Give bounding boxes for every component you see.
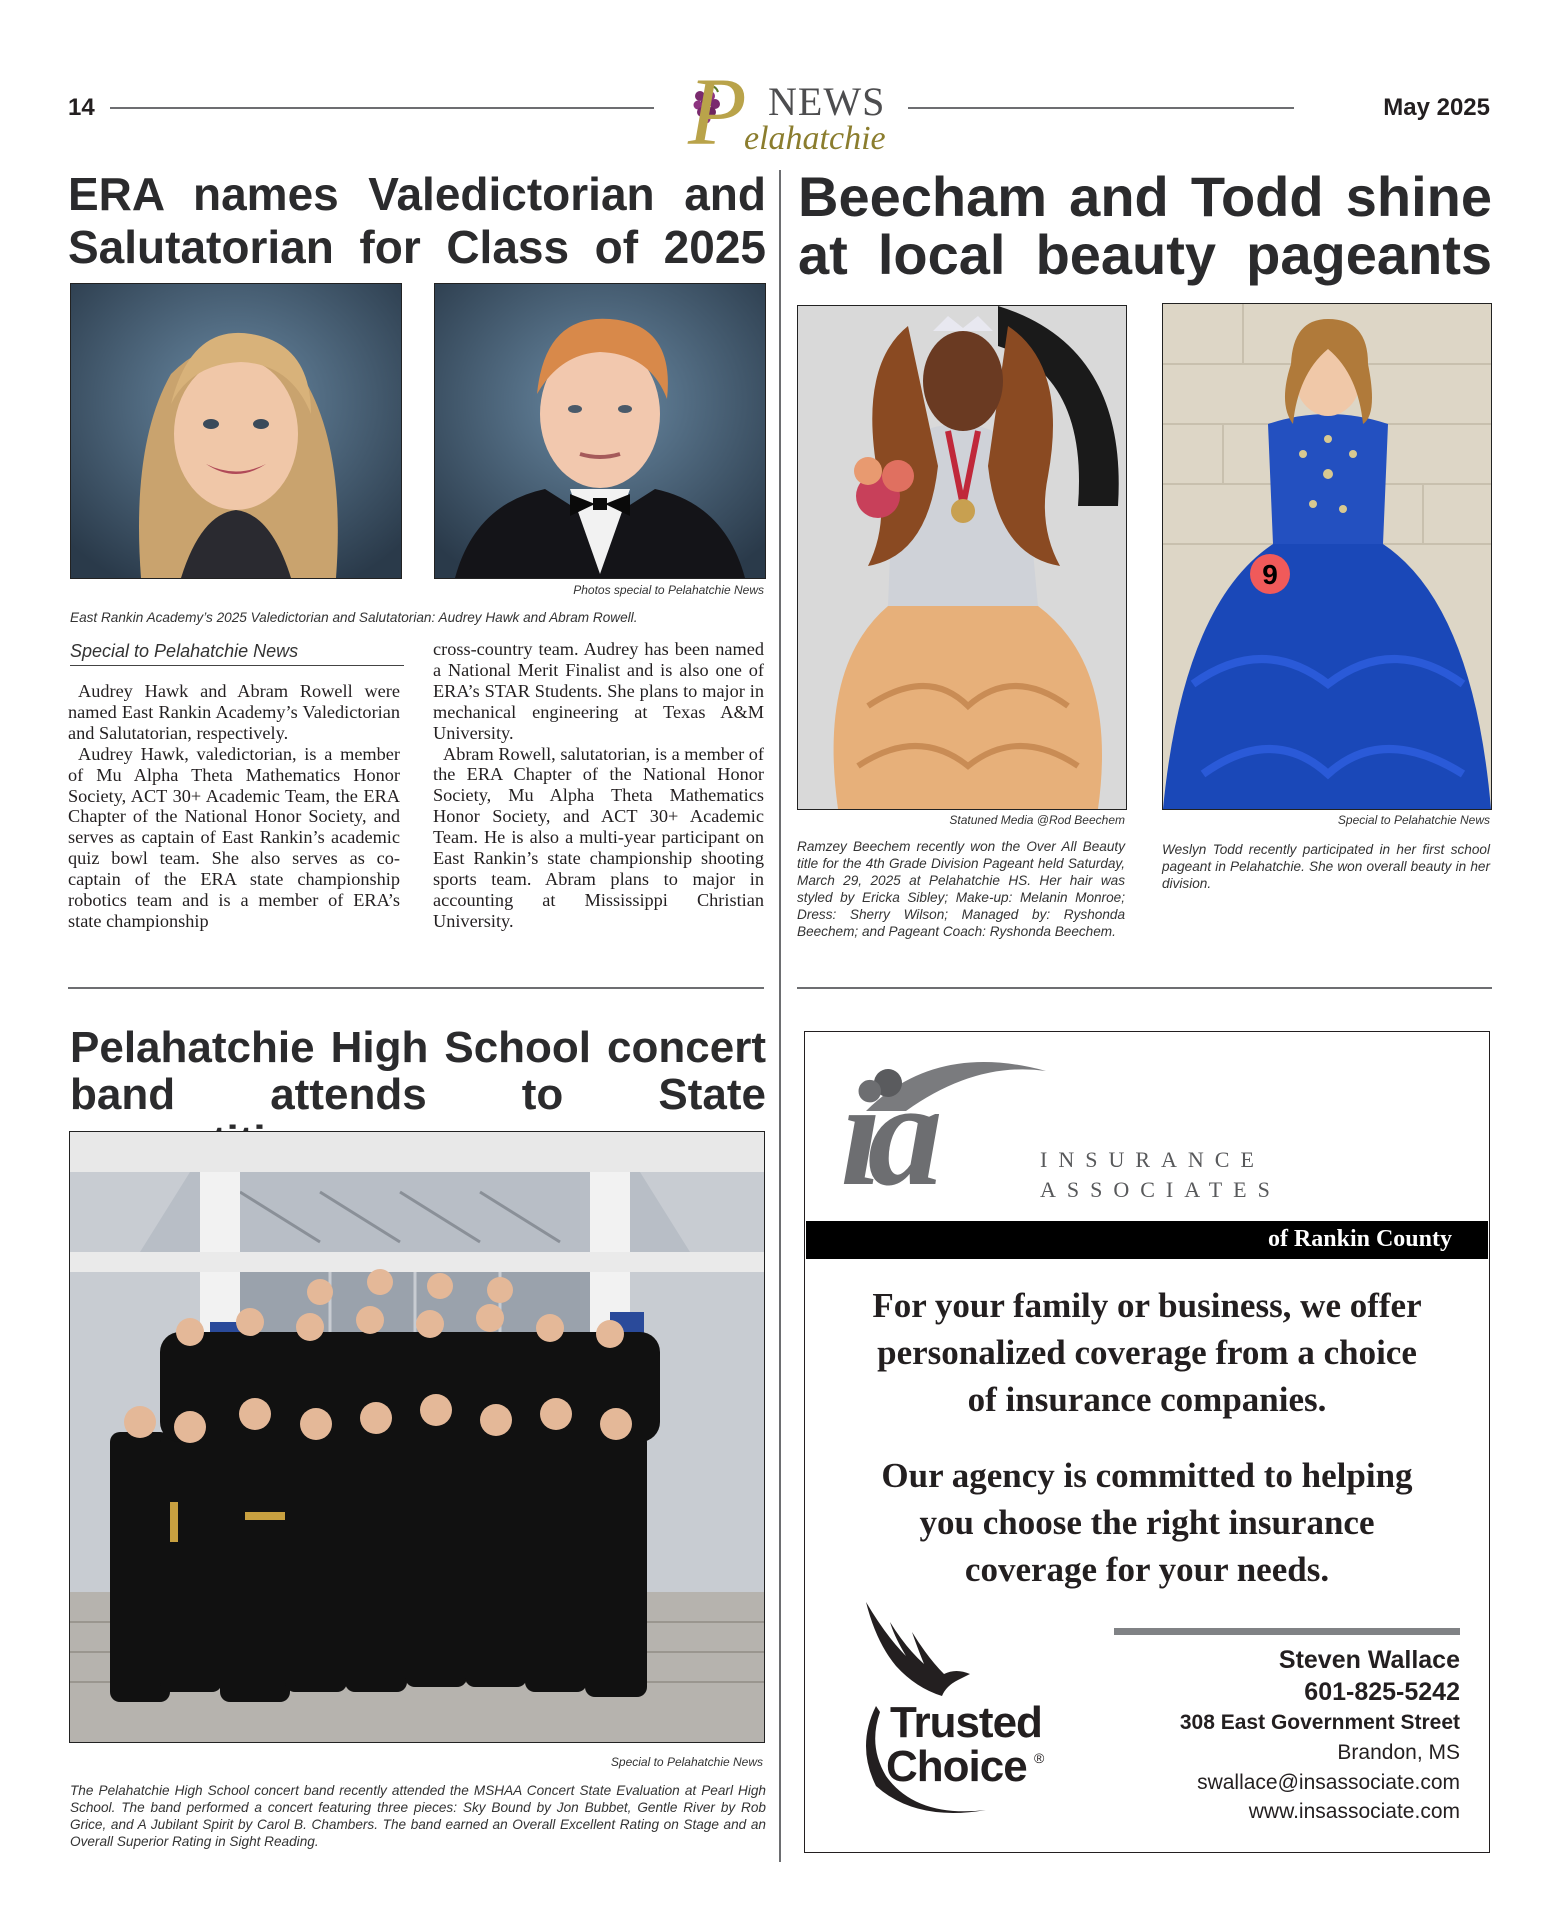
trusted-choice-logo — [846, 1596, 1076, 1826]
ad-offer-line: personalized coverage from a choice — [877, 1333, 1417, 1372]
page-number: 14 — [68, 94, 95, 121]
article1-headline: ERA names Valedictorian and Salutatorian for Class of 2025 — [68, 168, 766, 273]
ad-commitment-line: you choose the right insurance — [919, 1503, 1375, 1542]
ad-band-text: of Rankin County — [1267, 1226, 1452, 1252]
article1-paragraph: Abram Rowell, salutatorian, is a member of the ERA Chapter of the National Honor Society, Mu Alpha Theta Mathematics Honor Society, and ACT 30+ Academic Team. He is also a multi-year participant on East Rankin’s state championship shooting sports team. Abram plans to major in accounting at Mississippi Christian University. — [433, 743, 764, 931]
article2-photo1-caption: Ramzey Beechem recently won the Over All Beauty title for the 4th Grade Division Pageant held Saturday, March 29, 2025 at Pelahatchie HS. Her hair was styled by Ericka Sibley; Make-up: Melanin Monroe; Dress: Sherry Wilson; Managed by: Ryshonda Beechem; and Pageant Coach: Ryshonda Beechem. — [797, 839, 1125, 939]
brand-insurance: INSURANCE — [1040, 1147, 1265, 1172]
issue-date: May 2025 — [1383, 94, 1490, 121]
article3-photo-credit: Special to Pelahatchie News — [610, 1755, 763, 1769]
article1-byline: Special to Pelahatchie News — [70, 641, 404, 666]
contact-website[interactable]: www.insassociate.com — [1248, 1800, 1460, 1823]
article1-column1 — [68, 681, 400, 932]
logo-p: P — [688, 58, 747, 165]
salutatorian-photo — [434, 283, 766, 579]
ad-commitment-line: coverage for your needs. — [964, 1550, 1330, 1589]
article3-caption: The Pelahatchie High School concert band recently attended the MSHAA Concert State Evaluation at Pearl High School. The band performed a concert featuring three pieces: Sky Bound by Jon Bubbet, Gentle River by Rob Grice, and A Jubilant Spirit by Carol B. Chambers. The band earned an Overall Excellent Rating on Stage and an Overall Superior Rating in Sight Reading. — [70, 1783, 766, 1849]
ad-divider-bar — [1114, 1628, 1460, 1635]
concert-band-photo — [69, 1131, 765, 1743]
article1-paragraph: Audrey Hawk and Abram Rowell were named East Rankin Academy’s Valedictorian and Salutatorian, respectively. — [68, 681, 400, 743]
ad-commitment-text — [806, 1452, 1488, 1593]
article1-paragraph: Audrey Hawk, valedictorian, is a member of Mu Alpha Theta Mathematics Honor Society, ACT 30+ Academic Team, the ERA Chapter of the National Honor Society, and serves as captain of East Rankin’s academic quiz bowl team. She also serves as co-captain of the ERA state championship robotics team and is a member of ERA’s state championship — [68, 743, 400, 931]
logo-pelahatchie: elahatchie — [744, 120, 886, 157]
article2-bottom-rule — [797, 987, 1492, 989]
ad-offer-line: For your family or business, we offer — [872, 1286, 1422, 1325]
contact-block — [1100, 1644, 1460, 1826]
article1-paragraph: cross-country team. Audrey has been named a National Merit Finalist and is also one of ERA’s STAR Students. She plans to major in mechanical engineering at Texas A&M University. — [433, 639, 764, 743]
registered-mark: ® — [1034, 1750, 1045, 1766]
article3-headline: Pelahatchie High School concert band attends to State — [70, 1023, 766, 1119]
contact-name: Steven Wallace — [1278, 1646, 1460, 1674]
valedictorian-photo — [70, 283, 402, 579]
contact-phone: 601-825-5242 — [1304, 1678, 1460, 1706]
ad-offer-line: of insurance companies. — [967, 1380, 1327, 1419]
contact-city: Brandon, MS — [1337, 1741, 1460, 1764]
article1-caption: East Rankin Academy’s 2025 Valedictorian and Salutatorian: Audrey Hawk and Abram Rowell. — [70, 610, 638, 625]
header-rule-right — [908, 107, 1294, 109]
contestant-number: 9 — [1262, 559, 1278, 590]
weslyn-todd-photo — [1162, 303, 1492, 810]
trusted-word: Trusted — [890, 1698, 1042, 1747]
choice-word: Choice — [886, 1742, 1027, 1791]
article2-photo1-credit: Statuned Media @Rod Beechem — [949, 813, 1125, 827]
ad-county-band — [806, 1221, 1488, 1259]
column-divider — [779, 170, 781, 1862]
ramzey-beechem-photo — [797, 305, 1127, 810]
logo-news: NEWS — [768, 79, 886, 124]
ia-logo-letters: ia — [840, 1051, 929, 1217]
ad-offer-text — [806, 1282, 1488, 1423]
masthead-logo — [660, 58, 900, 165]
article1-column2 — [433, 639, 764, 932]
article2-photo2-credit: Special to Pelahatchie News — [1337, 813, 1490, 827]
contact-email[interactable]: swallace@insassociate.com — [1197, 1771, 1460, 1794]
header-rule-left — [110, 107, 654, 109]
brand-associates: ASSOCIATES — [1040, 1177, 1281, 1202]
article2-photo2-caption: Weslyn Todd recently participated in her first school pageant in Pelahatchie. She won overall beauty in her division. — [1162, 842, 1490, 891]
article1-photo-credit: Photos special to Pelahatchie News — [573, 583, 764, 597]
contact-address: 308 East Government Street — [1179, 1711, 1460, 1734]
ad-commitment-line: Our agency is committed to helping — [881, 1456, 1413, 1495]
article1-bottom-rule — [68, 987, 764, 989]
article2-headline: Beecham and Todd shine at local beauty pageants — [798, 165, 1492, 286]
